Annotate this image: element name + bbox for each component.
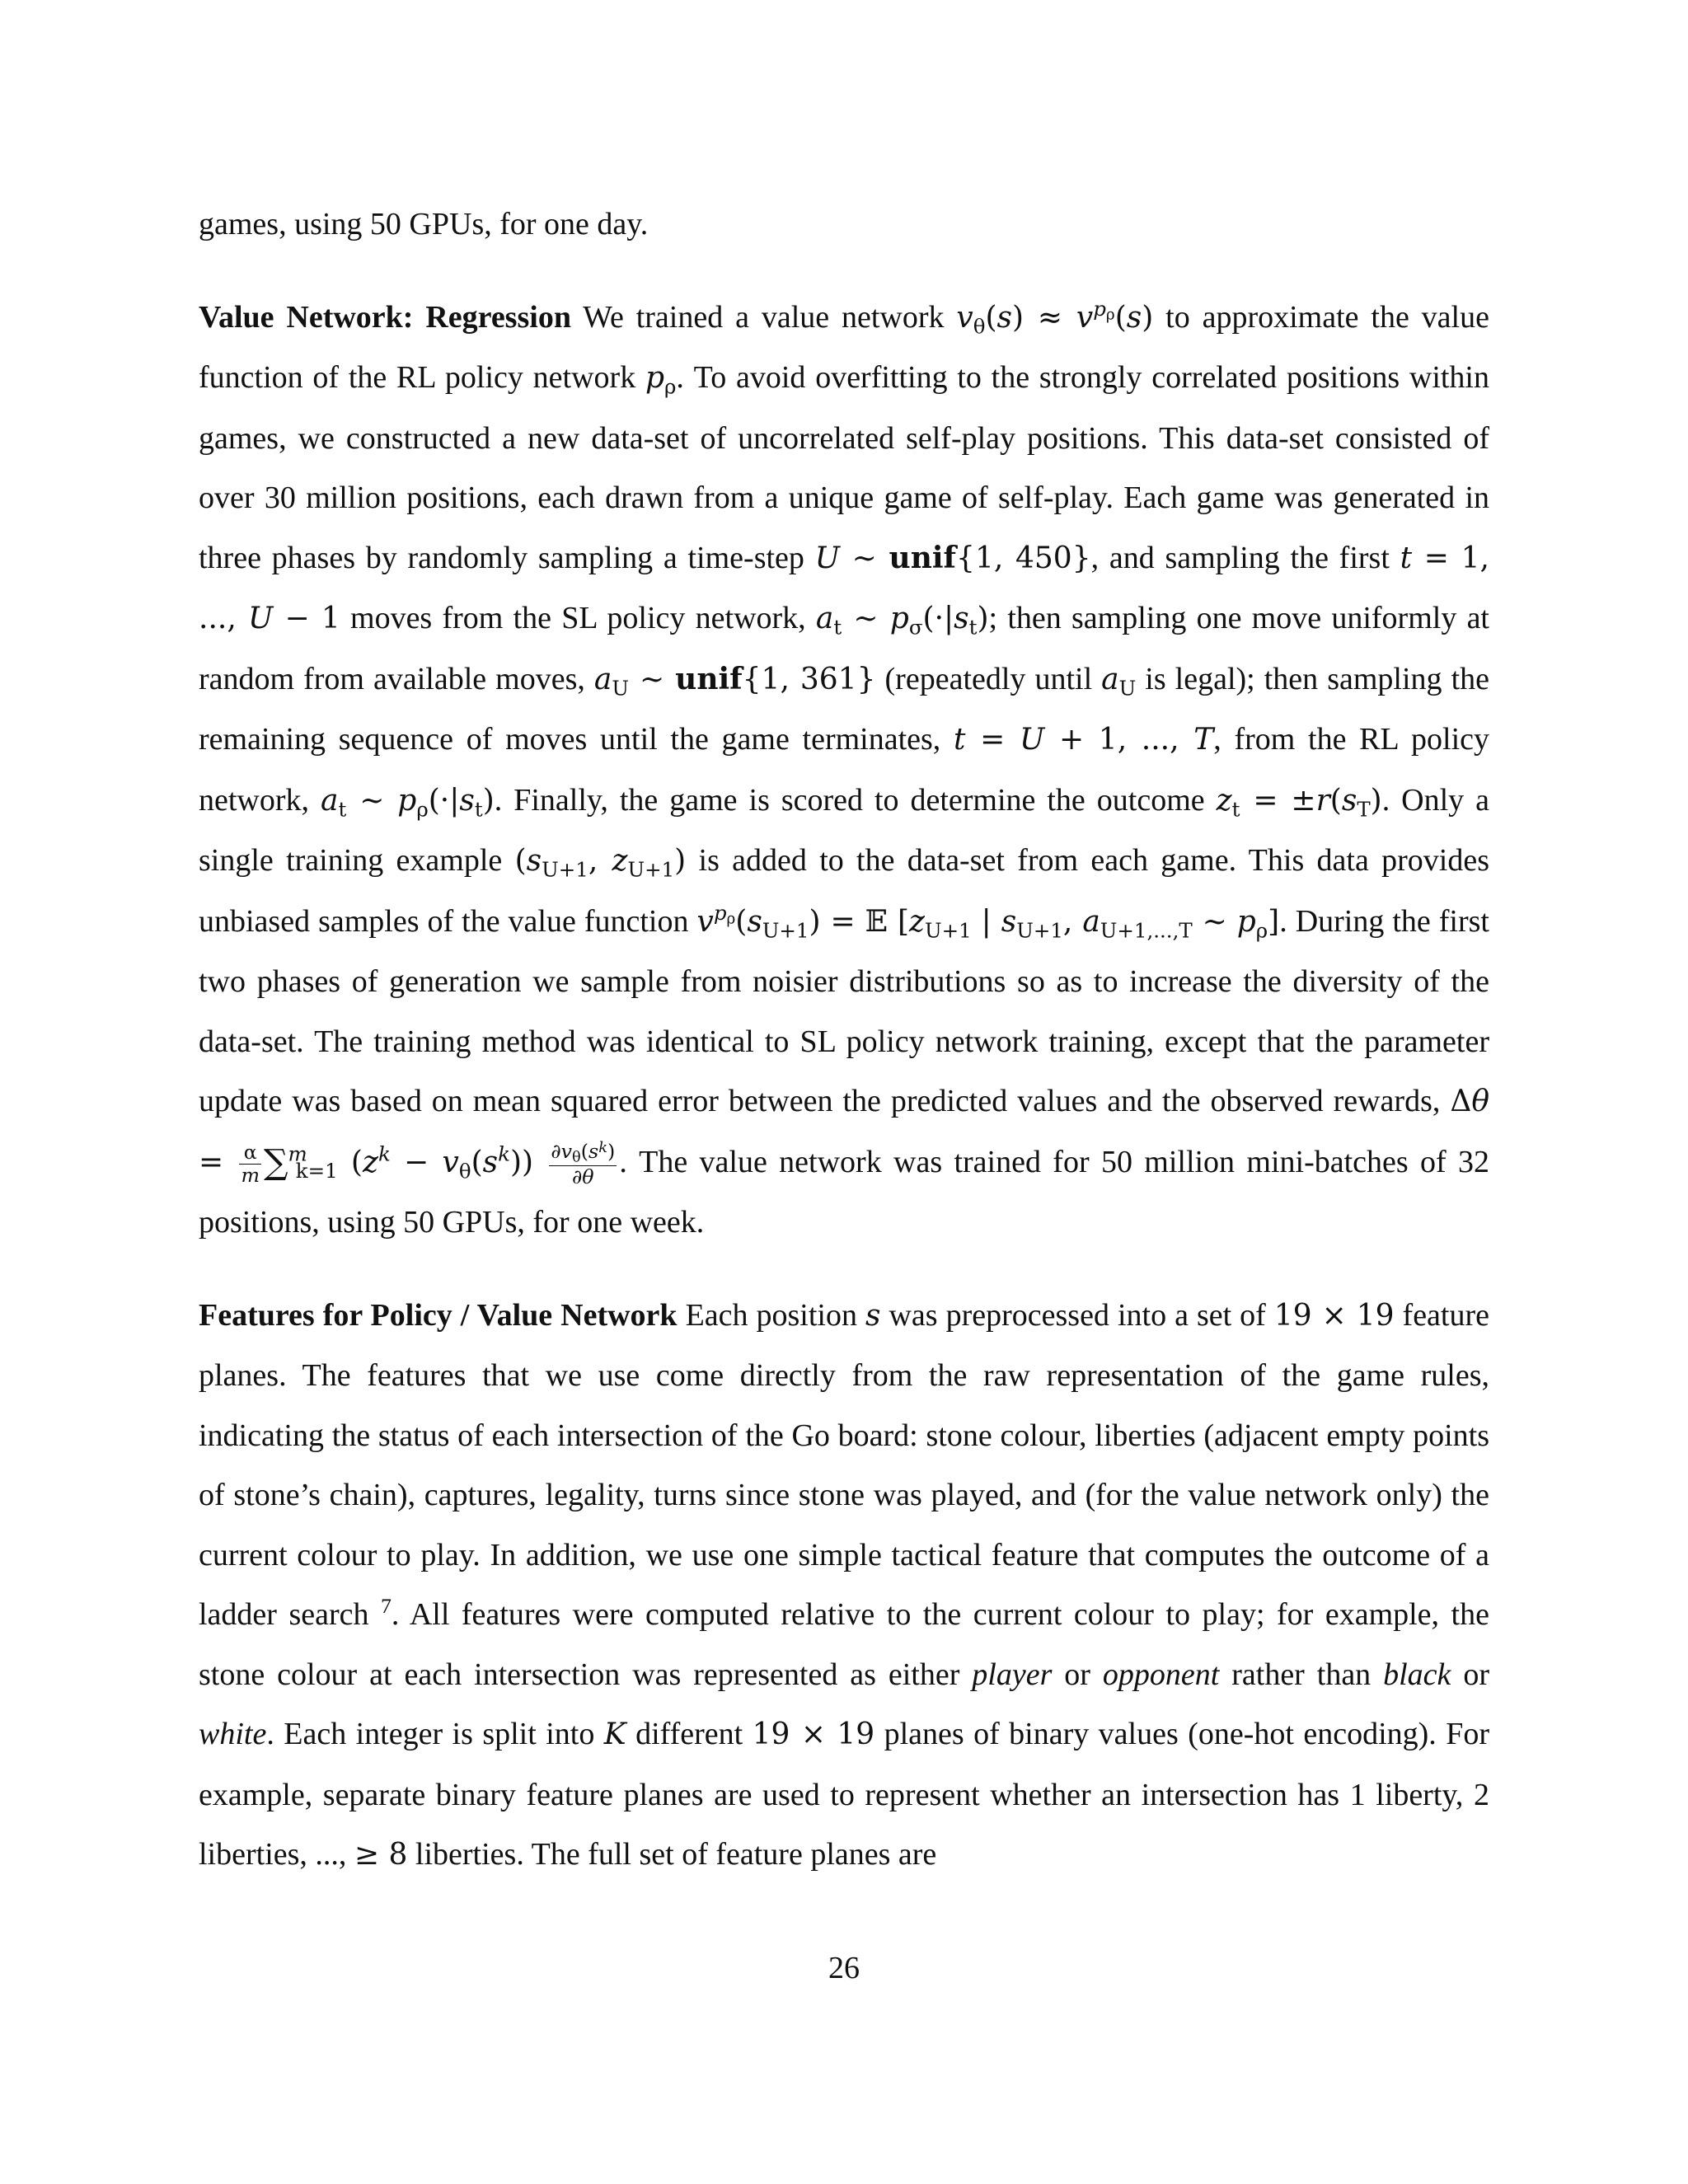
- math-t-range-T: t = U + 1, ..., T: [954, 723, 1214, 757]
- paragraph-gap: [199, 255, 1489, 288]
- features-heading: Features for Policy / Value Network: [199, 1297, 678, 1333]
- math-value-approx: $v_\theta(s) \approx v^{p\rho}(s)$: [956, 297, 1154, 338]
- math-geq8: ≥ 8: [354, 1838, 408, 1872]
- math-outcome: $z_t = \pm r(s_T)$: [1216, 783, 1382, 821]
- math-19x19: 19 × 19: [1273, 1298, 1395, 1333]
- features-paragraph: Features for Policy / Value Network Each position s was preprocessed into a set of 19 × 19 feature planes. The features that we use come directly from the raw representation of the game rules, indicating the status of each intersection of the Go board: stone colour, liberties (adjacent empty points of stone’s chain), captures, legality, turns since stone was played, and (for the value network only) the current colour to play. In addition, we use one simple tactical feature that computes the outcome of a ladder search $^7$. All features were computed relative to the current colour to play; for example, the stone colour at each intersection was represented as either player or opponent rather than black or white. Each integer is split into K different 19 × 19 planes of binary values (one-hot encoding). For example, separate binary feature planes are used to represent whether an intersection has 1 liberty, 2 liberties, ..., ≥ 8 liberties. The full set of feature planes are: [199, 1297, 1490, 1872]
- math-at-sigma: $a_t$ ∼ $p_\sigma(\cdot|s_t)$: [815, 602, 989, 640]
- math-au: $a_U$: [1101, 662, 1137, 700]
- value-network-heading: Value Network: Regression: [199, 299, 571, 335]
- math-s: s: [865, 1298, 881, 1333]
- em-white: white: [199, 1717, 267, 1751]
- page-number: 26: [828, 1951, 860, 1985]
- math-u-unif-450: U ∼ unif{1, 450}: [814, 540, 1091, 575]
- math-19x19-planes: 19 × 19: [752, 1718, 875, 1751]
- page-body: [199, 194, 1489, 1886]
- em-opponent: opponent: [1102, 1657, 1220, 1692]
- math-t-range: t = 1, ..., U − 1: [199, 541, 1489, 635]
- value-network-paragraph: Value Network: Regression We trained a value network $v_\theta(s) \approx v^{p\rho}(s)$ to approximate the value function of the RL policy network $p_\rho$. To avoid overfitting to the strongly correlated positions within games, we constructed a new data-set of uncorrelated self-play positions. This data-set consisted of over 30 million positions, each drawn from a unique game of self-play. Each game was generated in three phases by randomly sampling a time-step U ∼ unif{1, 450}, and sampling the first t = 1, ..., U − 1 moves from the SL policy network, $a_t$ ∼ $p_\sigma(\cdot|s_t)$; then sampling one move uniformly at random from available moves, $a_U$ ∼ unif{1, 361} (repeatedly until $a_U$ is legal); then sampling the remaining sequence of moves until the game terminates, t = U + 1, ..., T, from the RL policy network, $a_t$ ∼ $p_\rho(\cdot|s_t)$. Finally, the game is scored to determine the outcome $z_t = \pm r(s_T)$. Only a single training example ($s_{U+1}$, $z_{U+1}$) is added to the data-set from each game. This data provides unbiased samples of the value function $v^{p\rho}(s_{U+1})$ = 𝔼 [$z_{U+1}$ | $s_{U+1}$, $a_{U+1,...,T}$ ∼ $p_\rho$]. During the first two phases of generation we sample from noisier distributions so as to increase the diversity of the data-set. The training method was identical to SL policy network training, except that the parameter update was based on mean squared error between the predicted values and the observed rewards, Δθ = $\frac{\alpha}{m}$ ∑$^m_{k=1}$ $(z^k - v_\theta(s^k))$ $\frac{\partial v\theta(s^k)}{\partial\theta}$ . The value network was trained for 50 million mini-batches of 32 positions, using 50 GPUs, for one week.: [199, 297, 1490, 1240]
- math-K: K: [603, 1718, 626, 1751]
- math-update-rule: Δθ = $\frac{\alpha}{m}$ ∑$^m_{k=1}$ $(z^k - v_\theta(s^k))$ $\frac{\partial v\theta(s^k)}{\partial\theta}$: [199, 1085, 1489, 1189]
- math-at-rho: $a_t$ ∼ $p_\rho(\cdot|s_t)$: [321, 783, 495, 821]
- intro-text: games, using 50 GPUs, for one day.: [199, 207, 649, 241]
- math-value-expectation: $v^{p\rho}(s_{U+1})$ = 𝔼 [$z_{U+1}$ | $s_{U+1}$, $a_{U+1,...,T}$ ∼ $p_\rho$]: [696, 901, 1280, 942]
- math-example-pair: ($s_{U+1}$, $z_{U+1}$): [514, 844, 687, 882]
- math-p-rho: $p_\rho$: [645, 361, 677, 399]
- reference-7: 7: [381, 1593, 392, 1618]
- math-au-unif-361: $a_U$ ∼ unif{1, 361}: [593, 661, 876, 700]
- em-player: player: [972, 1657, 1053, 1692]
- intro-paragraph: [199, 194, 1489, 255]
- em-black: black: [1383, 1657, 1451, 1692]
- paragraph-gap: [199, 1253, 1489, 1286]
